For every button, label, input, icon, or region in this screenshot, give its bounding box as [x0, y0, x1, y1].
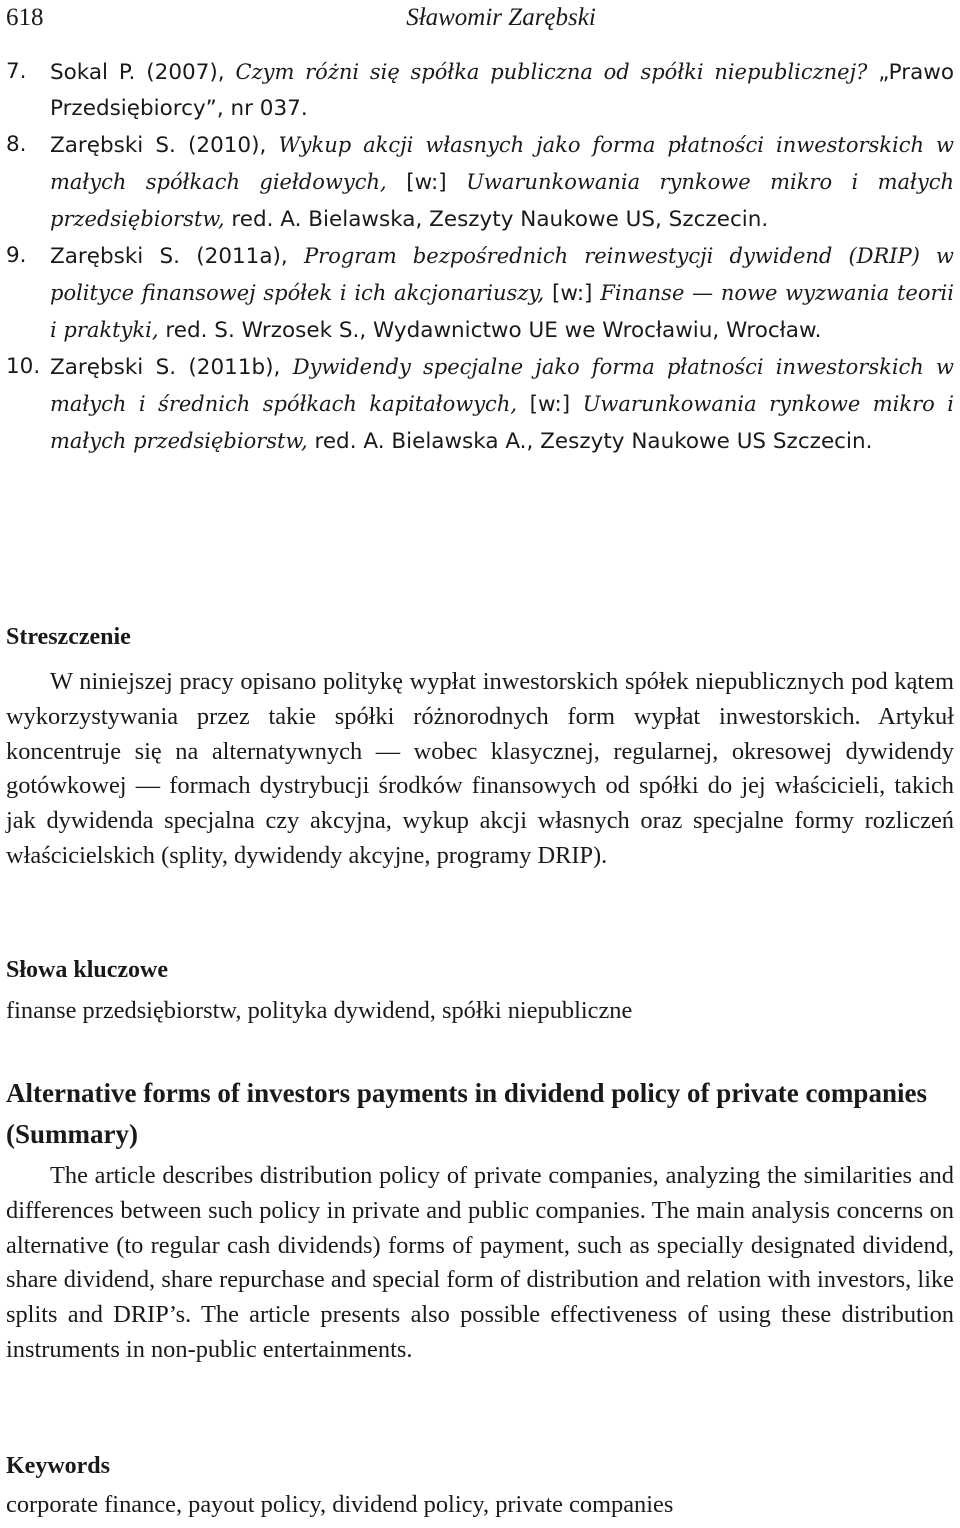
- reference-author-year: Sokal P. (2007),: [50, 60, 236, 85]
- reference-title: Wykup akcji własnych jako forma płatności inwestorskich w małych spółkach giełdowych,: [50, 133, 954, 194]
- running-head-author: Sławomir Zarębski: [406, 4, 596, 31]
- reference-number: 10.: [6, 354, 41, 379]
- reference-source: red. S. Wrzosek S., Wydawnictwo UE we Wrocławiu, Wrocław.: [158, 318, 822, 343]
- keywords-text: corporate finance, payout policy, dividend policy, private companies: [6, 1491, 674, 1518]
- reference-in: [w:]: [544, 281, 601, 306]
- keywords-heading: Keywords: [6, 1453, 110, 1479]
- summary-text: The article describes distribution policy of private companies, analyzing the similarities and differences between such policy in private and public companies. The main analysis concerns on alternative (to regular cash dividends) forms of payment, such as specially designated dividend, share dividend, share repurchase and special form of distribution and relation with investors, like splits and DRIP’s. The article presents also possible effectiveness of using these distribution instruments in non-public entertainments.: [6, 1162, 954, 1363]
- reference-source: red. A. Bielawska, Zeszyty Naukowe US, Szczecin.: [224, 207, 769, 232]
- reference-author-year: Zarębski S. (2010),: [50, 133, 279, 158]
- reference-in: [w:]: [386, 170, 467, 195]
- reference-in: [w:]: [517, 392, 583, 417]
- streszczenie-section: [6, 619, 954, 874]
- reference-book-title: Finanse — nowe wyzwania teorii i praktyki,: [50, 281, 954, 342]
- reference-author-year: Zarębski S. (2011b),: [50, 355, 293, 380]
- reference-title: Program bezpośrednich reinwestycji dywidend (DRIP) w polityce finansowej spółek i ich akcjonariuszy,: [50, 244, 954, 305]
- reference-title: Dywidendy specjalne jako forma płatności inwestorskich w małych i średnich spółkach kapitałowych,: [50, 355, 954, 416]
- slowa-kluczowe-text: finanse przedsiębiorstw, polityka dywidend, spółki niepubliczne: [6, 997, 633, 1024]
- reference-number: 9.: [6, 243, 27, 268]
- reference-source: „Prawo Przedsiębiorcy”, nr 037.: [50, 60, 955, 121]
- reference-number: 7.: [6, 59, 27, 84]
- slowa-kluczowe-heading: Słowa kluczowe: [6, 957, 168, 983]
- streszczenie-heading: Streszczenie: [6, 624, 131, 650]
- streszczenie-text: W niniejszej pracy opisano politykę wypłat inwestorskich spółek niepublicznych pod kątem wykorzystywania przez takie spółki różnorodnych form wypłat inwestorskich. Artykuł koncentruje się na alternatywnych — wobec klasycznej, regularnej, okresowej dywidendy gotówkowej — formach dystrybucji środków finansowych od spółki do jej właścicieli, takich jak dywidenda specjalna czy akcyjna, wykup akcji własnych oraz specjalne formy rozliczeń właścicielskich (splity, dywidendy akcyjne, programy DRIP).: [6, 668, 954, 869]
- summary-section: [6, 1073, 954, 1368]
- page-header: [6, 0, 954, 36]
- reference-author-year: Zarębski S. (2011a),: [50, 244, 305, 269]
- reference-list: [0, 54, 960, 460]
- reference-book-title: Uwarunkowania rynkowe mikro i małych przedsiębiorstw,: [50, 392, 954, 453]
- keywords-section: [6, 1448, 954, 1523]
- page-number: 618: [6, 4, 44, 31]
- reference-book-title: Uwarunkowania rynkowe mikro i małych przedsiębiorstw,: [50, 170, 954, 231]
- reference-item: [0, 349, 960, 460]
- reference-title: Czym różni się spółka publiczna od spółki niepublicznej?: [235, 60, 868, 84]
- summary-title: Alternative forms of investors payments in dividend policy of private companies (Summary): [6, 1078, 927, 1149]
- reference-item: [0, 238, 960, 349]
- reference-item: [0, 127, 960, 238]
- reference-source: red. A. Bielawska A., Zeszyty Naukowe US Szczecin.: [307, 429, 873, 454]
- reference-number: 8.: [6, 132, 27, 157]
- slowa-kluczowe-section: [6, 952, 954, 1029]
- reference-item: [0, 54, 960, 127]
